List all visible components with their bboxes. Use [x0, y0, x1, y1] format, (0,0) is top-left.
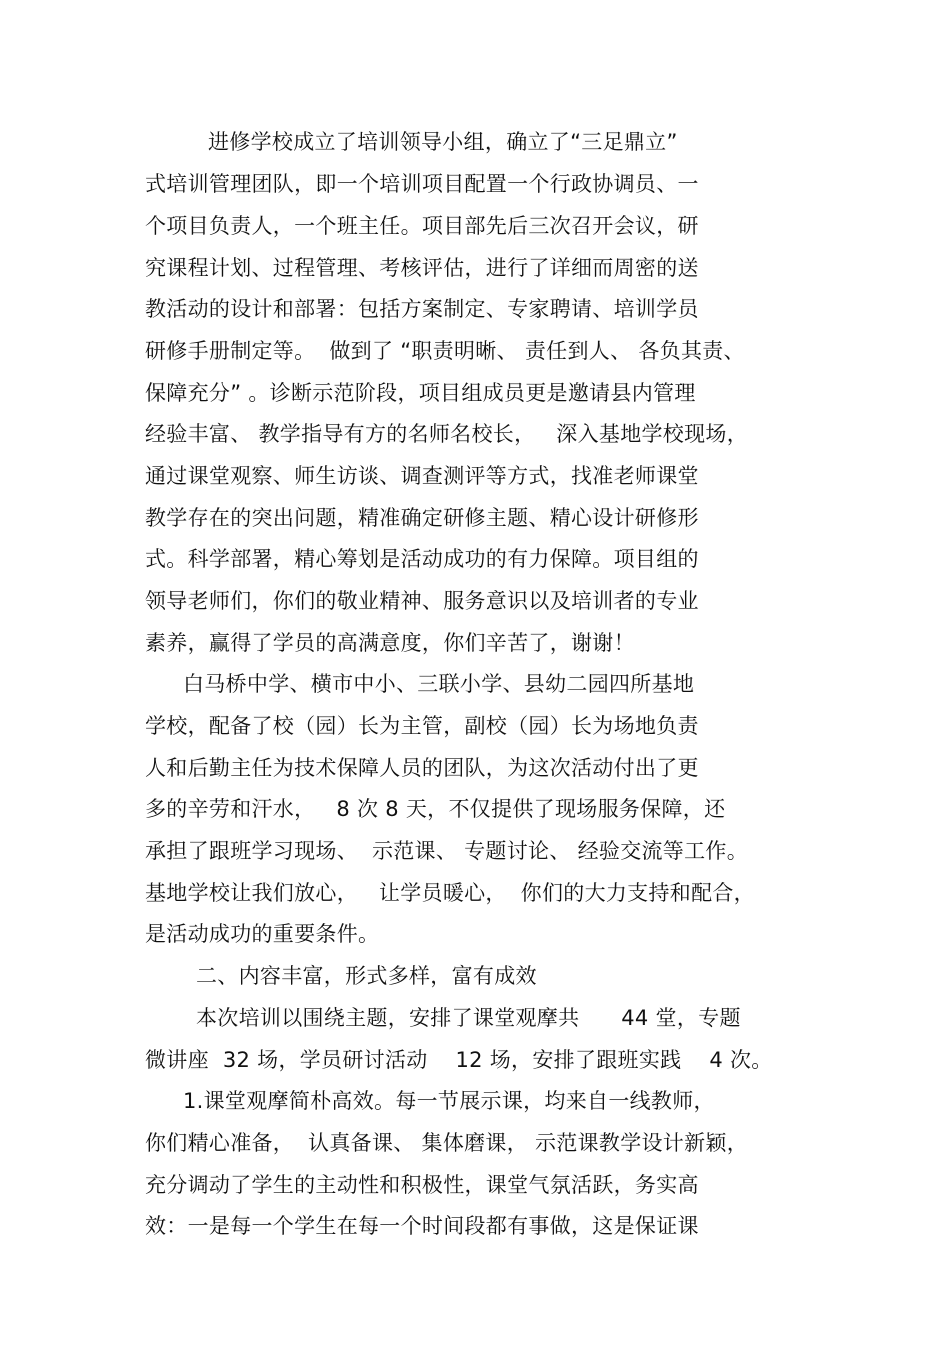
text-line: 教活动的设计和部署：包括方案制定、专家聘请、培训学员 — [145, 297, 699, 321]
text-line: 研修手册制定等。 做到了 “职责明晰、 责任到人、 各负其责、 — [145, 339, 745, 363]
text-line: 素养，赢得了学员的高满意度，你们辛苦了，谢谢！ — [145, 631, 635, 655]
text-line: 教学存在的突出问题，精准确定研修主题、精心设计研修形 — [145, 506, 699, 530]
text-line: 个项目负责人，一个班主任。项目部先后三次召开会议，研 — [145, 214, 699, 238]
text-line: 经验丰富、 教学指导有方的名师名校长， 深入基地学校现场， — [145, 422, 748, 446]
text-line: 多的辛劳和汗水， 8 次 8 天，不仅提供了现场服务保障，还 — [145, 797, 726, 821]
text-line: 领导老师们，你们的敬业精神、服务意识以及培训者的专业 — [145, 589, 699, 613]
text-line: 究课程计划、过程管理、考核评估，进行了详细而周密的送 — [145, 256, 699, 280]
text-line: 基地学校让我们放心， 让学员暖心， 你们的大力支持和配合， — [145, 881, 755, 905]
section-heading: 二、内容丰富，形式多样，富有成效 — [196, 964, 537, 988]
text-line: 微讲座 32 场，学员研讨活动 12 场，安排了跟班实践 4 次。 — [145, 1048, 773, 1072]
text-line: 式培训管理团队，即一个培训项目配置一个行政协调员、一 — [145, 172, 699, 196]
text-line: 效：一是每一个学生在每一个时间段都有事做，这是保证课 — [145, 1214, 699, 1238]
text-line: 保障充分” 。诊断示范阶段，项目组成员更是邀请县内管理 — [145, 381, 696, 405]
text-line: 学校，配备了校（园）长为主管，副校（园）长为场地负责 — [145, 714, 699, 738]
text-line: 1.课堂观摩简朴高效。每一节展示课，均来自一线教师， — [183, 1089, 715, 1113]
text-line: 人和后勤主任为技术保障人员的团队，为这次活动付出了更 — [145, 756, 699, 780]
text-line: 式。科学部署，精心筹划是活动成功的有力保障。项目组的 — [145, 547, 699, 571]
text-line: 你们精心准备， 认真备课、 集体磨课， 示范课教学设计新颖， — [145, 1131, 748, 1155]
text-line: 是活动成功的重要条件。 — [145, 922, 380, 946]
text-line: 进修学校成立了培训领导小组，确立了“三足鼎立” — [208, 130, 678, 154]
text-line: 本次培训以围绕主题，安排了课堂观摩共 44 堂，专题 — [196, 1006, 741, 1030]
text-line: 通过课堂观察、师生访谈、调查测评等方式，找准老师课堂 — [145, 464, 699, 488]
text-line: 充分调动了学生的主动性和积极性，课堂气氛活跃，务实高 — [145, 1173, 699, 1197]
text-line: 白马桥中学、横市中小、三联小学、县幼二园四所基地 — [183, 672, 695, 696]
text-line: 承担了跟班学习现场、 示范课、 专题讨论、 经验交流等工作。 — [145, 839, 748, 863]
